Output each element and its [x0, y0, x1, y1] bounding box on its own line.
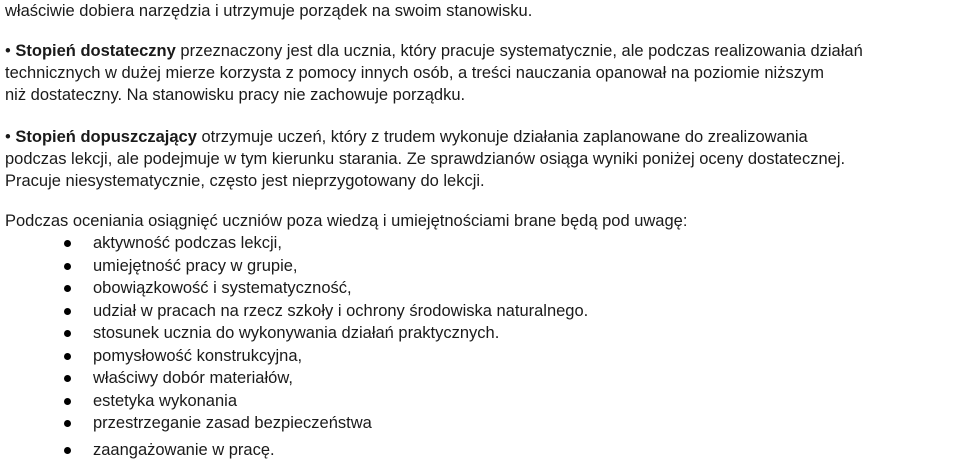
grade-name: Stopień dostateczny — [15, 42, 176, 60]
grade-dostateczny-paragraph — [5, 40, 863, 106]
criteria-intro: Podczas oceniania osiągnięć uczniów poza wiedzą i umiejętnościami brane będą pod uwagę: — [5, 212, 688, 230]
bullet-icon — [64, 330, 71, 337]
list-item-text: umiejętność pracy w grupie, — [93, 256, 298, 275]
grade-dopuszczajacy-paragraph — [5, 126, 845, 192]
criteria-list — [5, 232, 588, 461]
paragraph-line-1 — [5, 126, 845, 148]
list-item — [5, 300, 588, 323]
paragraph-line-3: Pracuje niesystematycznie, często jest nieprzygotowany do lekcji. — [5, 172, 485, 190]
list-item — [5, 345, 588, 368]
bullet-icon — [64, 285, 71, 292]
bullet-icon — [64, 398, 71, 405]
bullet: • — [5, 42, 11, 60]
list-item-text: estetyka wykonania — [93, 391, 237, 410]
paragraph-line-2: podczas lekcji, ale podejmuje w tym kierunku starania. Ze sprawdzianów osiąga wyniki poniżej oceny dostatecznej. — [5, 150, 846, 168]
list-item-text: zaangażowanie w pracę. — [93, 440, 275, 459]
bullet-icon — [64, 353, 71, 360]
list-item — [5, 412, 588, 435]
list-item-text: obowiązkowość i systematyczność, — [93, 279, 352, 297]
bullet-icon — [64, 375, 71, 382]
list-item-text: właściwy dobór materiałów, — [93, 369, 293, 387]
bullet-icon — [64, 263, 71, 270]
paragraph-text: przeznaczony jest dla ucznia, który pracuje systematycznie, ale podczas realizowania działań — [175, 42, 863, 60]
list-item — [5, 390, 588, 413]
list-item — [5, 255, 588, 278]
bullet-icon — [64, 420, 71, 427]
list-item — [5, 367, 588, 390]
list-item-text: udział w pracach na rzecz szkoły i ochrony środowiska naturalnego. — [93, 301, 589, 320]
list-item — [5, 277, 588, 300]
paragraph-text: otrzymuje uczeń, który z trudem wykonuje działania zaplanowane do zrealizowania — [196, 128, 808, 146]
bullet-icon — [64, 240, 71, 247]
list-item — [5, 322, 588, 345]
continuation-line: właściwie dobiera narzędzia i utrzymuje porządek na swoim stanowisku. — [5, 2, 533, 20]
paragraph-line-1 — [5, 40, 863, 62]
list-item-text: stosunek ucznia do wykonywania działań praktycznych. — [93, 324, 500, 342]
list-item-text: przestrzeganie zasad bezpieczeństwa — [93, 414, 372, 432]
list-item — [5, 439, 588, 462]
bullet-icon — [64, 447, 71, 454]
paragraph-line-3: niż dostateczny. Na stanowisku pracy nie zachowuje porządku. — [5, 86, 466, 104]
list-item-text: pomysłowość konstrukcyjna, — [93, 346, 303, 365]
bullet-icon — [64, 308, 71, 315]
grade-name: Stopień dopuszczający — [15, 128, 197, 146]
list-item-text: aktywność podczas lekcji, — [93, 234, 282, 252]
bullet: • — [5, 128, 11, 146]
paragraph-line-2: technicznych w dużej mierze korzysta z pomocy innych osób, a treści nauczania opanował na poziomie niższym — [5, 64, 824, 82]
list-item — [5, 232, 588, 255]
